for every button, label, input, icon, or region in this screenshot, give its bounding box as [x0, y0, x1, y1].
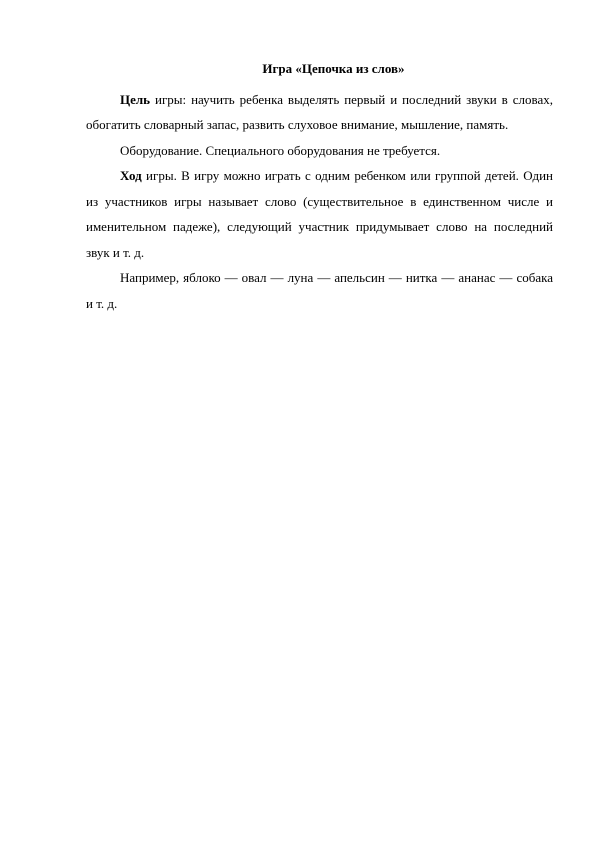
example-text: Например, яблоко — овал — луна — апельсин — нитка — ананас — собака и т. д.	[86, 270, 553, 311]
document-title: Игра «Цепочка из слов»	[262, 61, 405, 76]
procedure-text: игры. В игру можно играть с одним ребенком или группой детей. Один из участников игры называет слово (существительное в единственном числе и именительном падеже), следующий участник придумывает слово на последний звук и т. д.	[86, 168, 553, 260]
equipment-text: Оборудование. Специального оборудования не требуется.	[120, 142, 441, 158]
document-body	[86, 56, 553, 316]
procedure-term: Ход	[120, 168, 142, 183]
example-paragraph	[86, 265, 553, 316]
goal-term: Цель	[120, 91, 151, 107]
goal-text: игры: научить ребенка выделять первый и последний звуки в словах, обогатить словарный запас, развить слуховое внимание, мышление, память.	[86, 91, 553, 132]
procedure-paragraph	[86, 163, 553, 265]
goal-paragraph	[86, 87, 553, 138]
equipment-paragraph	[86, 138, 553, 164]
